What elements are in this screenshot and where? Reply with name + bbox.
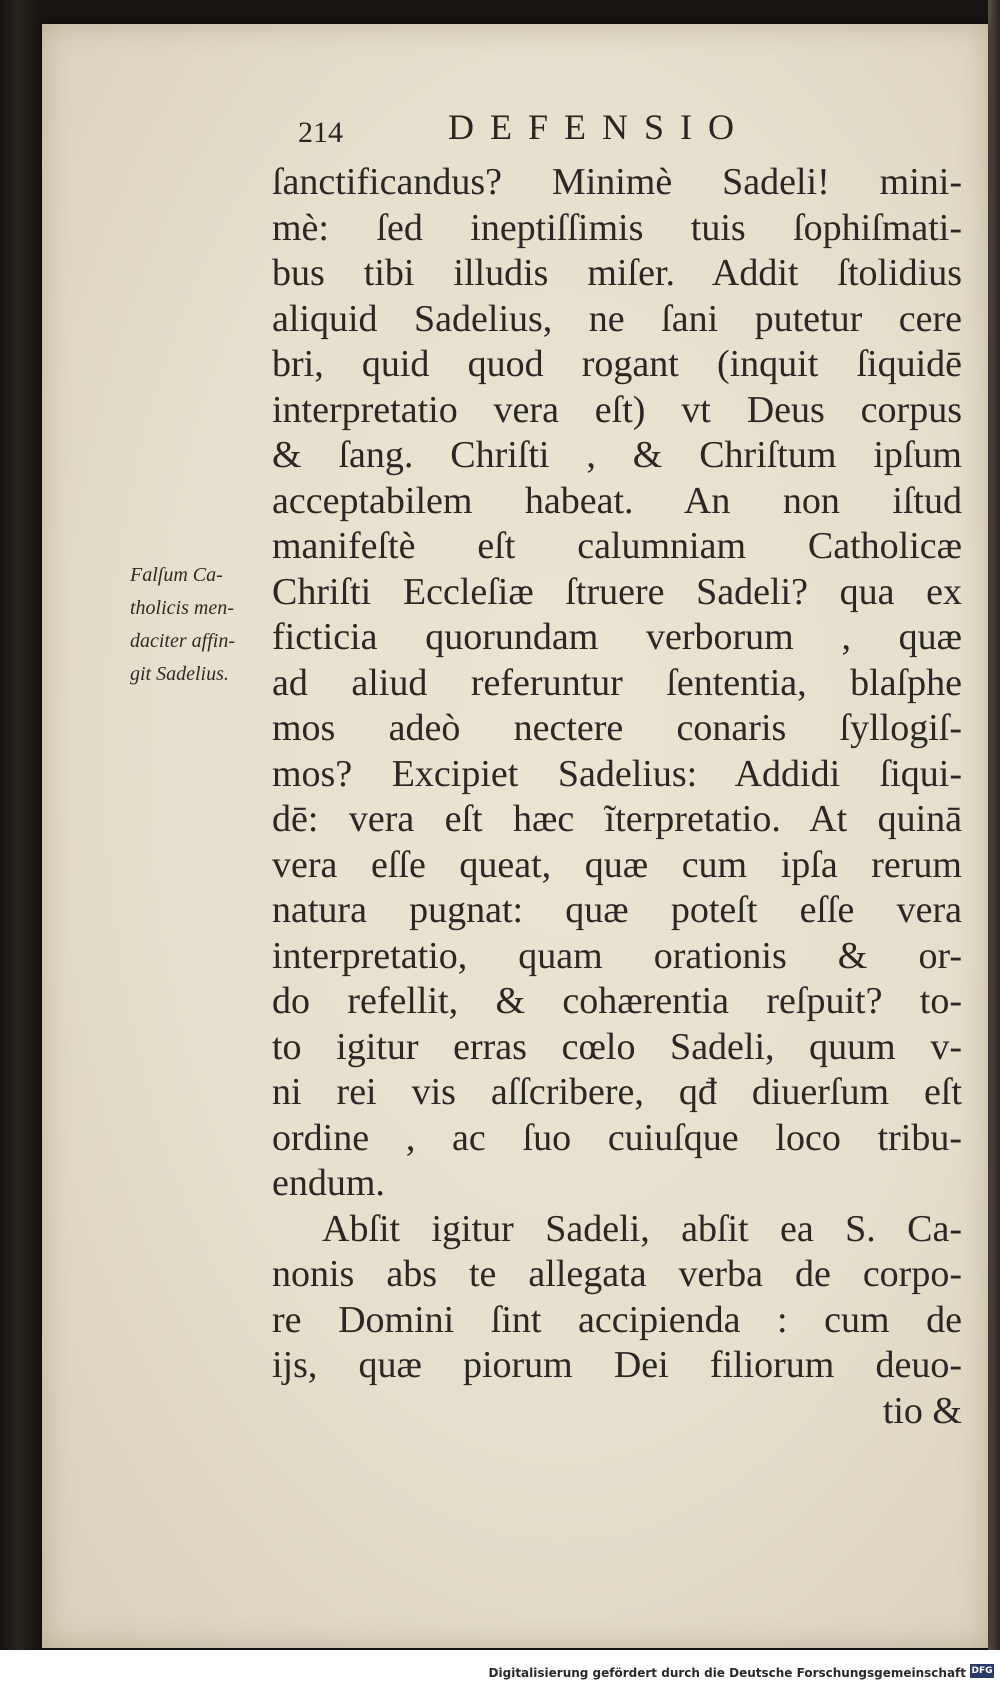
text-line: mos adeò nectere conaris ſyllogiſ- bbox=[272, 707, 962, 749]
page-header bbox=[298, 106, 838, 156]
body-text bbox=[272, 160, 962, 1434]
text-line: interpretatio, quam orationis & or- bbox=[272, 934, 962, 977]
text-line: mos? Excipiet Sadelius: Addidi ſiqui- bbox=[272, 752, 962, 795]
text-line: natura pugnat: quæ poteſt eſſe vera bbox=[272, 889, 962, 931]
marginal-note-line: git Sadelius. bbox=[130, 663, 229, 685]
text-line: bri, quid quod rogant (inquit ſiquidē bbox=[272, 343, 962, 385]
text-line: do refellit, & cohærentia reſpuit? to- bbox=[272, 980, 962, 1022]
text-line: & ſang. Chriſti , & Chriſtum ipſum bbox=[272, 434, 962, 476]
text-line: ijs, quæ piorum Dei filiorum deuo- bbox=[272, 1344, 962, 1386]
text-line: dē: vera eſt hæc ĩterpretatio. At quinā bbox=[272, 798, 962, 840]
text-line: interpretatio vera eſt) vt Deus corpus bbox=[272, 388, 962, 431]
marginal-note-line: tholicis men- bbox=[130, 597, 234, 619]
text-line: manifeſtè eſt calumniam Catholicæ bbox=[272, 525, 962, 567]
text-line: Chriſti Eccleſiæ ſtruere Sadeli? qua ex bbox=[272, 570, 962, 613]
text-line: ordine , ac ſuo cuiuſque loco tribu- bbox=[272, 1116, 962, 1159]
text-line: mè: ſed ineptiſſimis tuis ſophiſmati- bbox=[272, 206, 962, 249]
digitization-credit: Digitalisierung gefördert durch die Deutsche Forschungsgemeinschaft bbox=[488, 1666, 966, 1680]
footer-bar bbox=[0, 1650, 1000, 1689]
text-line: ficticia quorundam verborum , quæ bbox=[272, 616, 962, 658]
text-line: aliquid Sadelius, ne ſani putetur cere bbox=[272, 297, 962, 340]
dfg-logo-icon: DFG bbox=[971, 1666, 993, 1676]
marginal-note-line: daciter affin- bbox=[130, 630, 235, 652]
marginal-note bbox=[130, 559, 278, 691]
text-line: nonis abs te allegata verba de corpo- bbox=[272, 1253, 962, 1295]
text-line: ad aliud referuntur ſententia, blaſphe bbox=[272, 661, 962, 704]
book-edge bbox=[988, 0, 1000, 1650]
text-line: to igitur erras cœlo Sadeli, quum v- bbox=[272, 1025, 962, 1068]
text-line: ni rei vis aſſcribere, qđ diuerſum eſt bbox=[272, 1071, 962, 1113]
book-page bbox=[42, 24, 988, 1648]
text-line: ſanctificandus? Minimè Sadeli! mini- bbox=[272, 161, 962, 203]
text-line: vera eſſe queat, quæ cum ipſa rerum bbox=[272, 843, 962, 886]
text-line: bus tibi illudis miſer. Addit ſtolidius bbox=[272, 252, 962, 294]
text-line: endum. bbox=[272, 1162, 385, 1204]
catchword: tio & bbox=[882, 1389, 962, 1432]
page-number: 214 bbox=[298, 116, 343, 149]
text-line: re Domini ſint accipienda : cum de bbox=[272, 1298, 962, 1341]
running-head: DEFENSIO bbox=[448, 107, 751, 147]
text-line: acceptabilem habeat. An non iſtud bbox=[272, 479, 962, 522]
text-line: Abſit igitur Sadeli, abſit ea S. Ca- bbox=[322, 1207, 962, 1250]
marginal-note-line: Falſum Ca- bbox=[130, 564, 223, 586]
